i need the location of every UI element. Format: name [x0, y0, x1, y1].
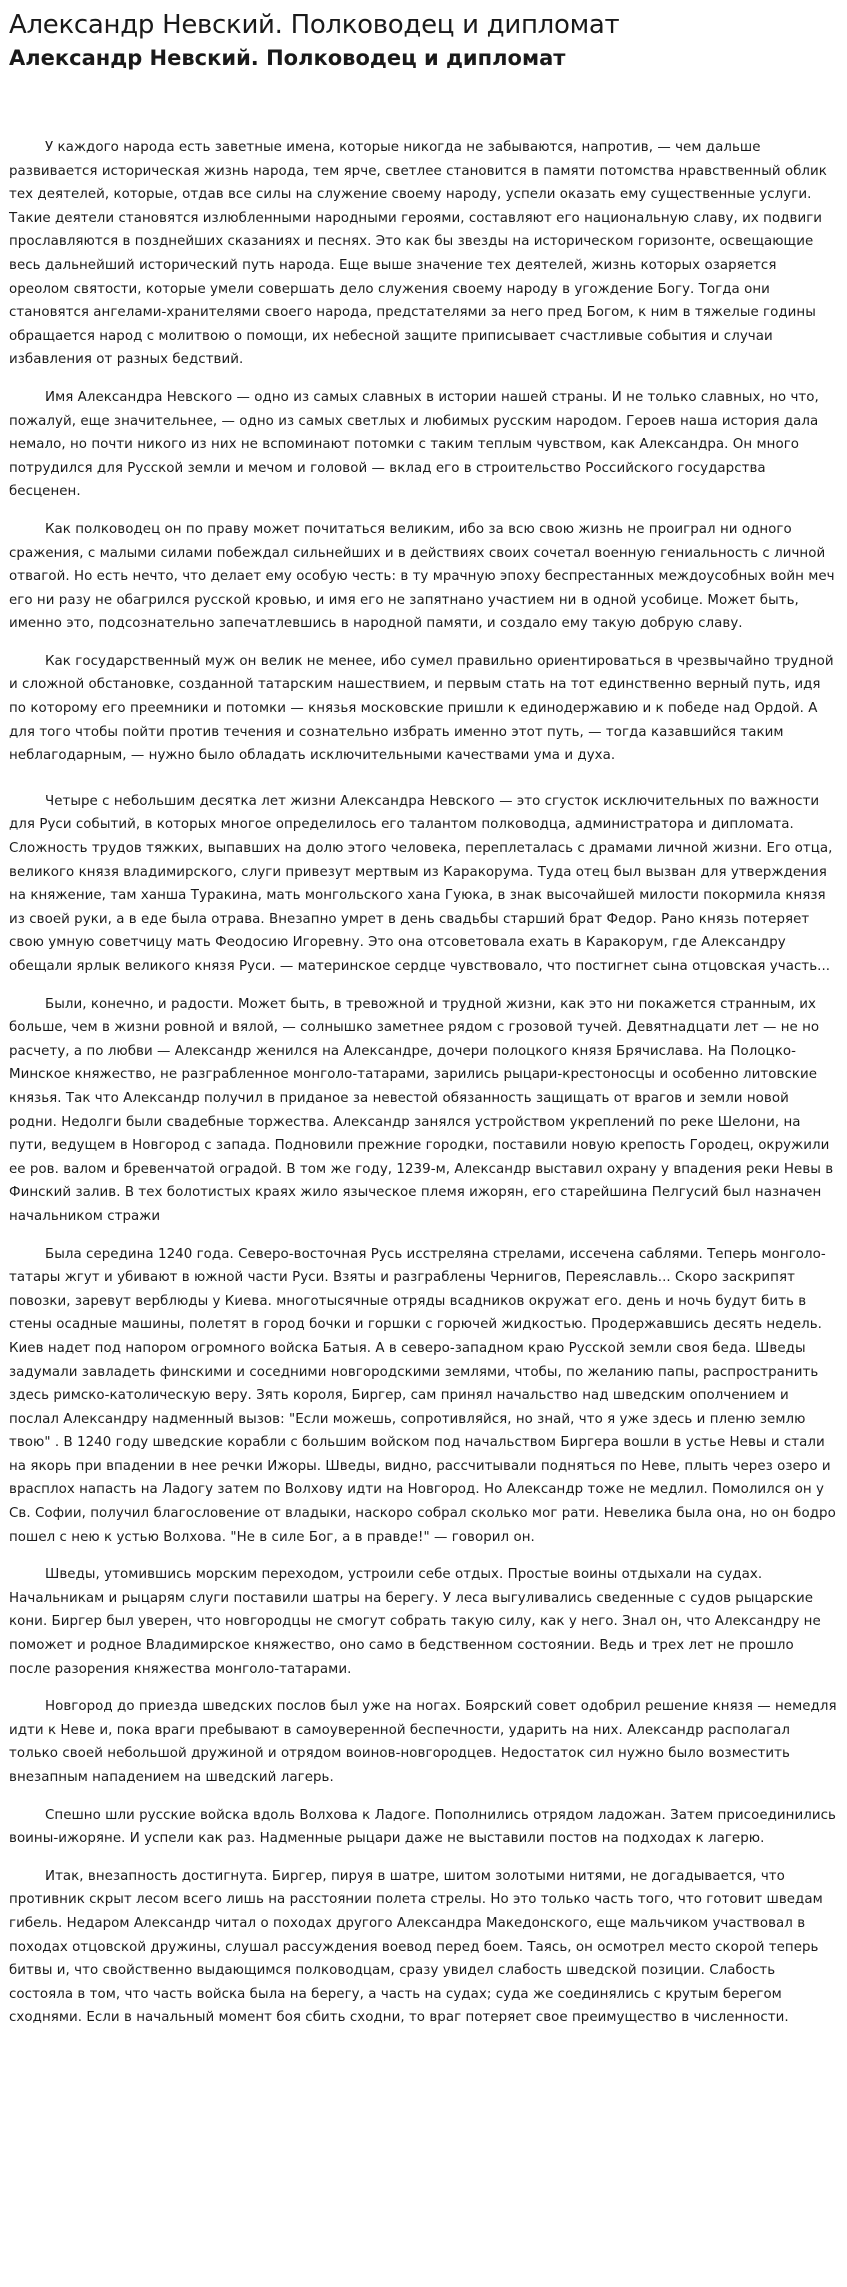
article-paragraph: Как полководец он по праву может почитаться великим, ибо за всю свою жизнь не проиграл ни одного сражения, с малыми силами побеждал сильнейших и в действиях своих сочетал военную гениальность с личной отвагой. Но есть нечто, что делает ему особую честь: в ту мрачную эпоху беспрестанных междоусобных войн меч его ни разу не обагрился русской кровью, и имя его не запятнано участием ни в одной усобице. Может быть, именно это, подсознательно запечатлевшись в народной памяти, и создало ему такую добрую славу. [9, 521, 835, 632]
article-paragraph: Итак, внезапность достигнута. Биргер, пируя в шатре, шитом золотыми нитями, не догадывается, что противник скрыт лесом всего лишь на расстоянии полета стрелы. Но это только часть того, что готовит шведам гибель. Недаром Александр читал о походах другого Александра Македонского, еще мальчиком участвовал в походах отцовской дружины, слушал рассуждения воевод перед боем. Таясь, он осмотрел место скорой теперь битвы и, что свойственно выдающимся полководцам, сразу увидел слабость шведской позиции. Слабость состояла в том, что часть войска была на берегу, а часть на судах; суда же соединялись с крутым берегом сходнями. Если в начальный момент боя сбить сходни, то враг потеряет свое преимущество в численности. [9, 1868, 823, 2026]
article-paragraph: Имя Александра Невского — одно из самых славных в истории нашей страны. И не только славных, но что, пожалуй, еще значительнее, — одно из самых светлых и любимых русским народом. Героев наша история дала немало, но почти никого из них не вспоминают потомки с таким теплым чувством, как Александра. Он много потрудился для Русской земли и мечом и головой — вклад его в строительство Российского государства бесценен. [9, 389, 819, 500]
article-paragraph: Была середина 1240 года. Северо-восточная Русь исстреляна стрелами, иссечена саблями. Теперь монголо-татары жгут и убивают в южной части Руси. Взяты и разграблены Чернигов, Переяславль... Скоро заскрипят повозки, заревут верблюды у Киева. многотысячные отряды всадников окружат его. день и ночь будут бить в стены осадные машины, полетят в город бочки и горшки с горючей жидкостью. Продержавшись десять недель. Киев надет под напором огромного войска Батыя. А в северо-западном краю Русской земли своя беда. Шведы задумали завладеть финскими и соседними новгородскими землями, чтобы, по желанию папы, распространить здесь римско-католическую веру. Зять короля, Биргер, сам принял начальство над шведским ополчением и послал Александру надменный вызов: "Если можешь, сопротивляйся, но знай, что я уже здесь и пленю землю твою" . В 1240 году шведские корабли с большим войском под начальством Биргера вошли в устье Невы и стали на якорь при впадении в нее речки Ижоры. Шведы, видно, рассчитывали подняться по Неве, плыть через озеро и врасплох напасть на Ладогу затем по Волхову идти на Новгород. Но Александр тоже не медлил. Помолился он у Св. Софии, получил благословение от владыки, наскоро собрал сколько мог рати. Невелика была она, но он бодро пошел с нею к устью Волхова. "Не в силе Бог, а в правде!" — говорил он. [9, 1246, 836, 1545]
article-paragraph: Четыре с небольшим десятка лет жизни Александра Невского — это сгусток исключительных по важности для Руси событий, в которых многое определилось его талантом полководца, администратора и дипломата. Сложность трудов тяжких, выпавших на долю этого человека, переплеталась с драмами личной жизни. Его отца, великого князя владимирского, слуги привезут мертвым из Каракорума. Туда отец был вызван для утверждения на княжение, там ханша Туракина, мать монгольского хана Гуюка, в знак высочайшей милости покормила князя из своей руки, а в еде была отрава. Внезапно умрет в день свадьбы старший брат Федор. Рано князь потеряет свою умную советчицу мать Феодосию Игоревну. Это она отсоветовала ехать в Каракорум, где Александру обещали ярлык великого князя Руси. — материнское сердце чувствовало, что постигнет сына отцовская участь... [9, 793, 833, 974]
page-title: Александр Невский. Полководец и дипломат [9, 10, 620, 40]
article-paragraph: У каждого народа есть заветные имена, которые никогда не забываются, напротив, — чем дальше развивается историческая жизнь народа, тем ярче, светлее становится в памяти потомства нравственный облик тех деятелей, которые, отдав все силы на служение своему народу, успели оказать ему существенные услуги. Такие деятели становятся излюбленными народными героями, составляют его национальную славу, их подвиги прославляются в позднейших сказаниях и песнях. Это как бы звезды на историческом горизонте, освещающие весь дальнейший исторический путь народа. Еще выше значение тех деятелей, жизнь которых озаряется ореолом святости, которые умели совершать дело служения своему народу в угождение Богу. Тогда они становятся ангелами-хранителями своего народа, предстателями за него пред Богом, к ним в тяжелые годины обращается народ с молитвою о помощи, их небесной защите приписывает счастливые события и случаи избавления от разных бедствий. [9, 140, 827, 368]
article-heading: Александр Невский. Полководец и дипломат [9, 46, 566, 70]
article-paragraph: Были, конечно, и радости. Может быть, в тревожной и трудной жизни, как это ни покажется странным, их больше, чем в жизни ровной и вялой, — солнышко заметнее рядом с грозовой тучей. Девятнадцати лет — не но расчету, а по любви — Александр женился на Александре, дочери полоцкого князя Брячислава. На Полоцко-Минское княжество, не разграбленное монголо-татарами, зарились рыцари-крестоносцы и особенно литовские князья. Так что Александр получил в приданое за невестой обязанность защищать от врагов и земли новой родни. Недолги были свадебные торжества. Александр занялся устройством укреплений по реке Шелони, на пути, ведущем в Новгород с запада. Подновили прежние городки, поставили новую крепость Городец, окружили ее ров. валом и бревенчатой оградой. В том же году, 1239-м, Александр выставил охрану у впадения реки Невы в Финский залив. В тех болотистых краях жило языческое племя ижорян, его старейшина Пелгусий был назначен начальником стражи [9, 996, 834, 1224]
article-paragraph: Как государственный муж он велик не менее, ибо сумел правильно ориентироваться в чрезвычайно трудной и сложной обстановке, созданной татарским нашествием, и первым стать на тот единственно верный путь, идя по которому его преемники и потомки — князья московские пришли к единодержавию и к победе над Ордой. А для того чтобы пойти против течения и сознательно избрать именно этот путь, — тогда казавшийся таким неблагодарным, — нужно было обладать исключительными качествами ума и духа. [9, 653, 834, 764]
article-paragraph: Новгород до приезда шведских послов был уже на ногах. Боярский совет одобрил решение князя — немедля идти к Неве и, пока враги пребывают в самоуверенной беспечности, ударить на них. Александр располагал только своей небольшой дружиной и отрядом воинов-новгородцев. Недостаток сил нужно было возместить внезапным нападением на шведский лагерь. [9, 1699, 837, 1785]
article-paragraph: Спешно шли русские войска вдоль Волхова к Ладоге. Пополнились отрядом ладожан. Затем присоединились воины-ижоряне. И успели как раз. Надменные рыцари даже не выставили постов на подходах к лагерю. [9, 1807, 836, 1847]
article-body [9, 136, 838, 2030]
article-paragraph: Шведы, утомившись морским переходом, устроили себе отдых. Простые воины отдыхали на судах. Начальникам и рыцарям слуги поставили шатры на берегу. У леса выгуливались сведенные с судов рыцарские кони. Биргер был уверен, что новгородцы не смогут собрать такую силу, как у него. Знал он, что Александру не поможет и родное Владимирское княжество, оно само в бедственном состоянии. Ведь и трех лет не прошло после разорения княжества монголо-татарами. [9, 1567, 821, 1677]
